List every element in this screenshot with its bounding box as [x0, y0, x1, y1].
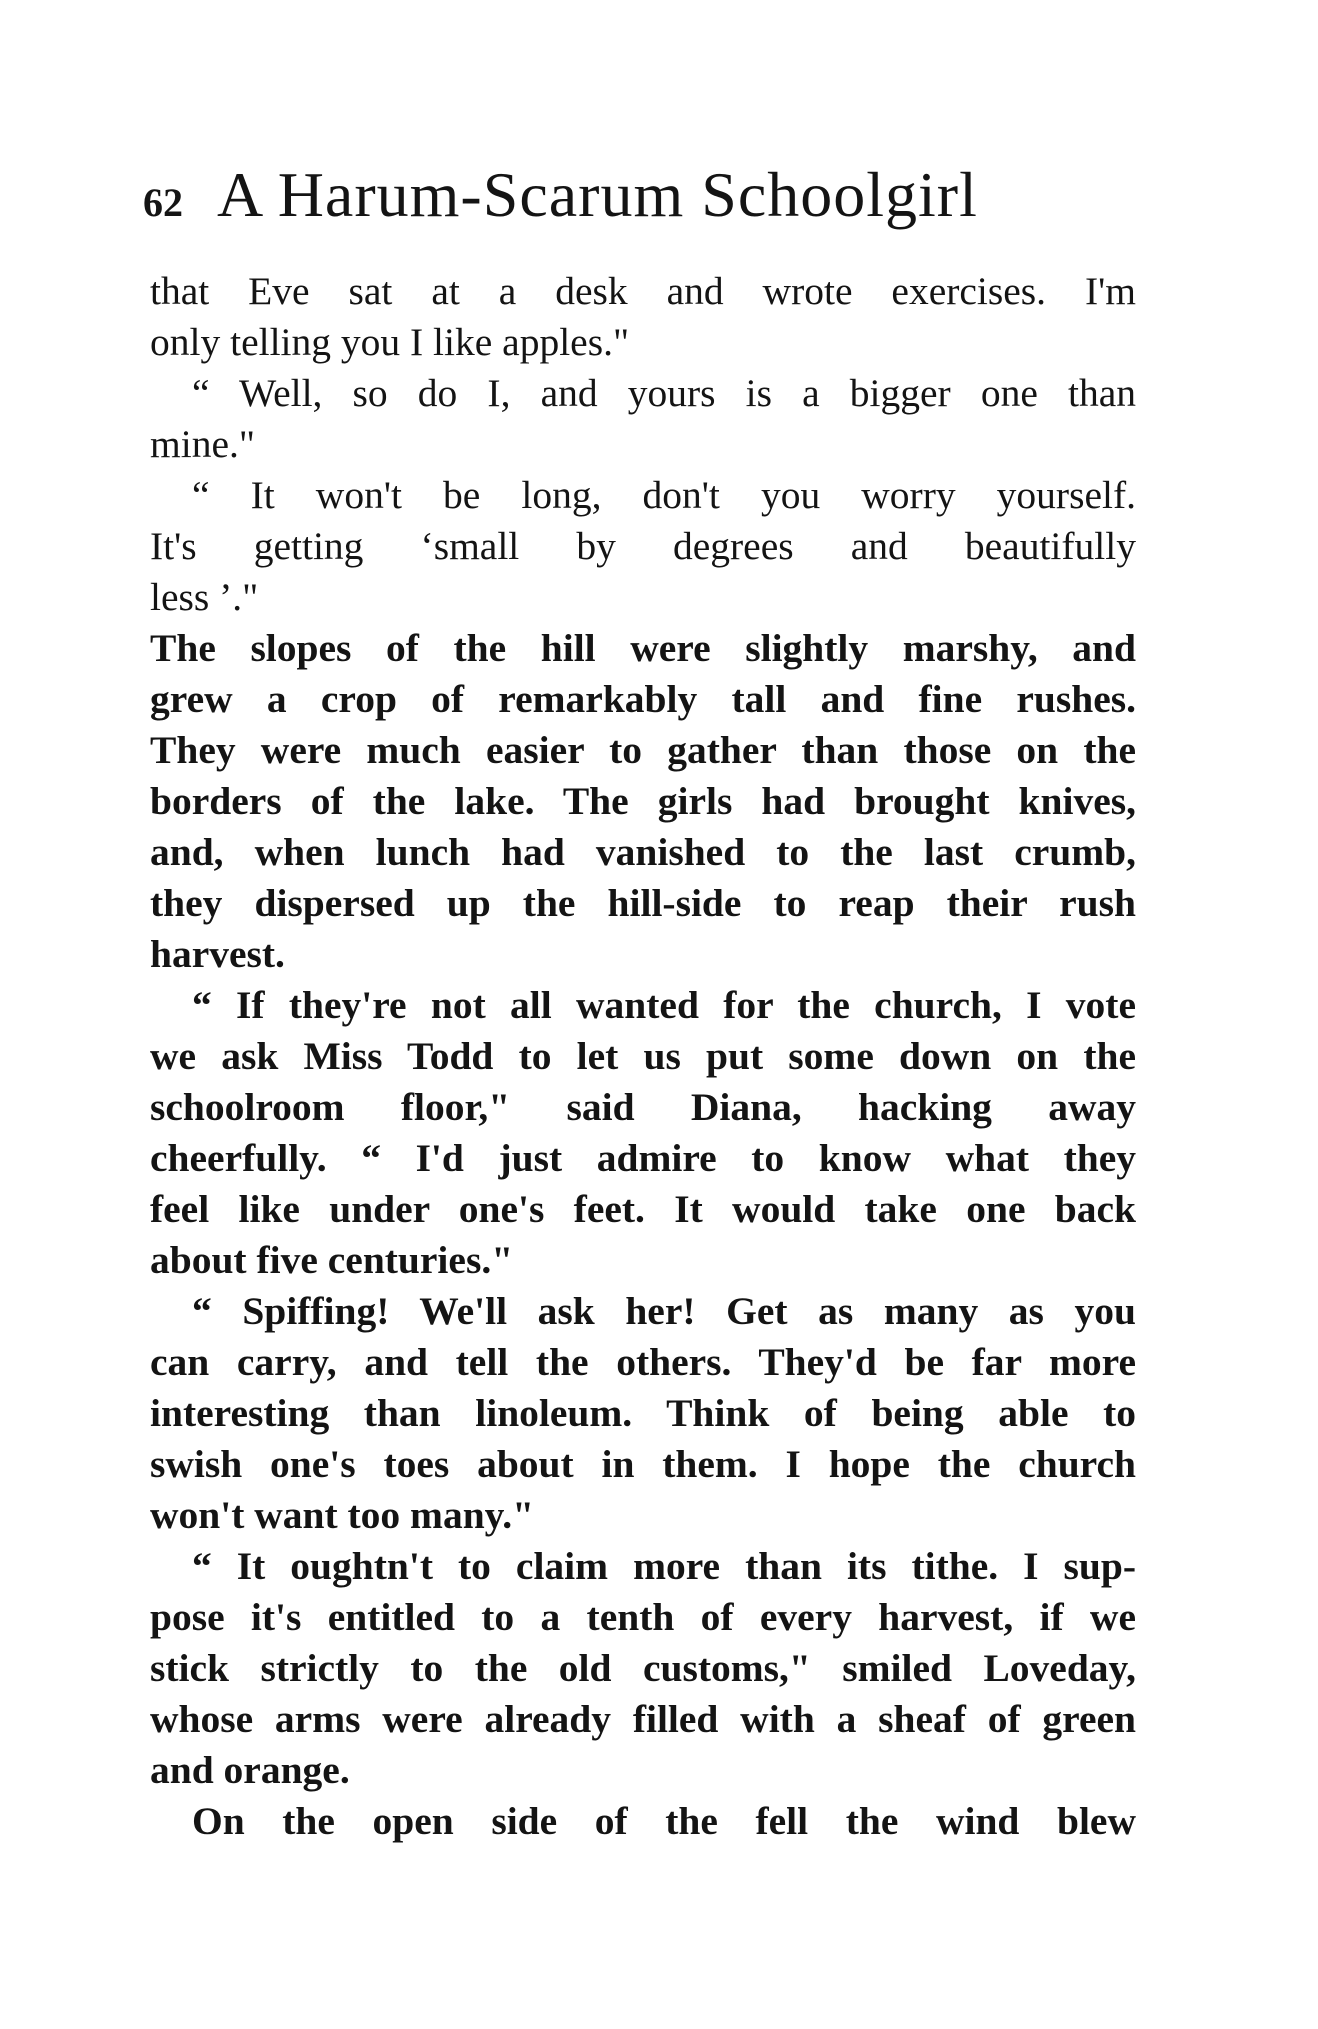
text-line: whose arms were already filled with a sheaf of green	[150, 1697, 1136, 1741]
text-line: cheerfully. “ I'd just admire to know what they	[150, 1136, 1136, 1180]
text-line: “ It won't be long, don't you worry yourself.	[192, 473, 1136, 517]
text-line: won't want too many."	[150, 1493, 535, 1537]
text-line: interesting than linoleum. Think of being able to	[150, 1391, 1136, 1435]
text-line: they dispersed up the hill-side to reap their rush	[150, 881, 1136, 925]
text-line: feel like under one's feet. It would take one back	[150, 1187, 1136, 1231]
text-line: less ’."	[150, 575, 259, 619]
text-line: It's getting ‘small by degrees and beautifully	[150, 524, 1136, 568]
text-line: that Eve sat at a desk and wrote exercises. I'm	[150, 269, 1136, 313]
book-title: A Harum-Scarum Schoolgirl	[217, 159, 978, 230]
text-line: borders of the lake. The girls had brought knives,	[150, 779, 1136, 823]
text-line: about five centuries."	[150, 1238, 514, 1282]
text-line: On the open side of the fell the wind blew	[192, 1799, 1136, 1843]
text-line: “ If they're not all wanted for the church, I vote	[192, 983, 1136, 1027]
body-text	[150, 266, 1136, 1847]
text-line: “ Well, so do I, and yours is a bigger one than	[192, 371, 1136, 415]
text-line: stick strictly to the old customs," smiled Loveday,	[150, 1646, 1136, 1690]
running-head	[143, 158, 1143, 248]
text-line: harvest.	[150, 932, 285, 976]
text-line: They were much easier to gather than those on the	[150, 728, 1136, 772]
text-line: schoolroom floor," said Diana, hacking away	[150, 1085, 1136, 1129]
text-line: “ It oughtn't to claim more than its tithe. I sup-	[192, 1544, 1136, 1588]
text-line: “ Spiffing! We'll ask her! Get as many as you	[192, 1289, 1136, 1333]
text-line: only telling you I like apples."	[150, 320, 630, 364]
text-line: grew a crop of remarkably tall and fine rushes.	[150, 677, 1136, 721]
text-line: The slopes of the hill were slightly marshy, and	[150, 626, 1136, 670]
text-line: mine."	[150, 422, 255, 466]
text-line: pose it's entitled to a tenth of every harvest, if we	[150, 1595, 1136, 1639]
text-line: swish one's toes about in them. I hope the church	[150, 1442, 1136, 1486]
page-number: 62	[143, 180, 183, 225]
text-line: and, when lunch had vanished to the last crumb,	[150, 830, 1136, 874]
text-line: can carry, and tell the others. They'd be far more	[150, 1340, 1136, 1384]
text-line: we ask Miss Todd to let us put some down on the	[150, 1034, 1136, 1078]
text-line: and orange.	[150, 1748, 350, 1792]
